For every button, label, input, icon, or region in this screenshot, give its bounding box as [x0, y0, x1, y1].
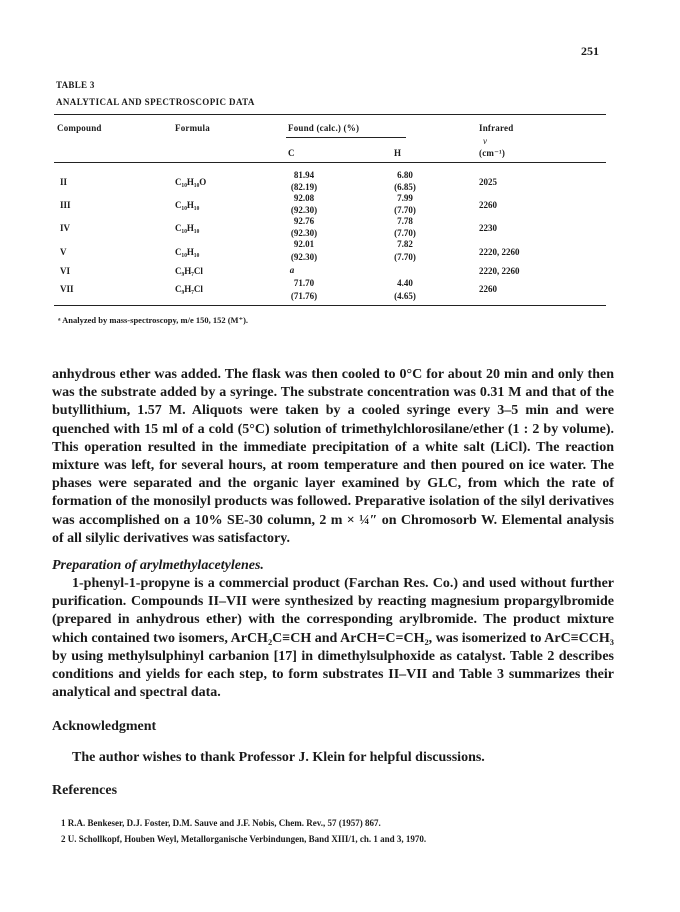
ir-cell: 2260: [479, 200, 497, 210]
c-calc-cell: (92.30): [290, 205, 318, 215]
ir-cell: 2230: [479, 223, 497, 233]
found-subrule: [286, 137, 406, 138]
compound-cell: VI: [60, 266, 71, 276]
table-header-rule: [54, 162, 606, 163]
compound-cell: VII: [60, 284, 74, 294]
formula-cell: C₉H₇Cl: [175, 284, 203, 294]
body-paragraph-text: anhydrous ether was added. The flask was then cooled to 0°C for about 20 min and only then was the substrate added by a syringe. The substrate concentration was 0.31 M and that of the butyllithium, 1.57 M. Aliquots were taken by a cooled syringe every 3–5 min and were quenched with 15 ml of a cold (5°C) solution of trimethylchlorosilane/ether (1 : 2 by volume). This operation resulted in the immediate precipitation of a white salt (LiCl). The reaction mixture was left, for several hours, at room temperature and then poured on ice water. The phases were separated and the organic layer examined by GLC, from which the rate of formation of the monosilyl products was followed. Preparative isolation of the silyl derivatives was accomplished on a 10% SE-30 column, 2 m × ¼″ on Chromosorb W. Elemental analysis of all silylic derivatives was satisfactory.: [52, 367, 614, 546]
header-h: H: [394, 148, 402, 158]
reference-item: 2 U. Schollkopf, Houben Weyl, Metallorganische Verbindungen, Band XIII/1, ch. 1 and 3, 1970.: [61, 834, 427, 844]
acknowledgment-text: The author wishes to thank Professor J. Klein for helpful discussions.: [72, 750, 485, 765]
table-footnote: ᵃ Analyzed by mass-spectroscopy, m/e 150, 152 (M⁺).: [58, 315, 249, 325]
header-c: C: [288, 148, 295, 158]
h-found-cell: 7.78: [397, 216, 413, 226]
preparation-text: 1-phenyl-1-propyne is a commercial product (Farchan Res. Co.) and used without further purification. Compounds II–VII were synthesized by reacting magnesium propargylbromide (prepared in anhydrous ether) with the corresponding arylbromide. The product mixture which contained two isomers, ArCH₂C≡CH and ArCH=C=CH₂, was isomerized to ArC≡CCH₃ by using methylsulphinyl carbanion [17] in dimethylsulphoxide as catalyst. Table 2 describes conditions and yields for each step, to form substrates II–VII and Table 3 summarizes their analytical and spectral data.: [52, 576, 614, 701]
h-calc-cell: (6.85): [394, 182, 416, 192]
c-found-cell: 81.94: [293, 170, 315, 180]
c-calc-cell: (92.30): [290, 252, 318, 262]
c-found-cell: 71.70: [293, 278, 315, 288]
h-found-cell: 7.82: [397, 239, 413, 249]
formula-cell: C₁₀H₁₀: [175, 247, 200, 257]
references-heading: References: [52, 783, 118, 798]
formula-cell: C₁₀H₁₀: [175, 223, 200, 233]
h-found-cell: 6.80: [397, 170, 413, 180]
compound-cell: III: [60, 200, 71, 210]
ir-cell: 2220, 2260: [479, 247, 520, 257]
c-found-cell: 92.76: [293, 216, 315, 226]
c-found-cell: a: [289, 265, 295, 275]
h-calc-cell: (7.70): [394, 228, 416, 238]
header-unit: (cm⁻¹): [479, 148, 506, 158]
header-nu: ν: [483, 136, 488, 146]
formula-cell: C₁₀H₁₀: [175, 200, 200, 210]
compound-cell: II: [60, 177, 68, 187]
preparation-paragraph: [52, 575, 614, 702]
table-title: ANALYTICAL AND SPECTROSCOPIC DATA: [56, 97, 255, 107]
h-calc-cell: (4.65): [394, 291, 416, 301]
h-calc-cell: (7.70): [394, 252, 416, 262]
body-paragraph: [52, 366, 614, 548]
table-label: TABLE 3: [56, 80, 95, 90]
table-bottom-rule: [54, 305, 606, 306]
c-calc-cell: (92.30): [290, 228, 318, 238]
h-found-cell: 7.99: [397, 193, 413, 203]
formula-cell: C₉H₇Cl: [175, 266, 203, 276]
acknowledgment-heading: Acknowledgment: [52, 719, 157, 734]
reference-item: 1 R.A. Benkeser, D.J. Foster, D.M. Sauve and J.F. Nobis, Chem. Rev., 57 (1957) 867.: [61, 818, 381, 828]
ir-cell: 2260: [479, 284, 497, 294]
h-found-cell: 4.40: [397, 278, 413, 288]
c-found-cell: 92.08: [293, 193, 315, 203]
table-top-rule: [54, 114, 606, 115]
compound-cell: IV: [60, 223, 71, 233]
subsection-title: Preparation of arylmethylacetylenes.: [52, 558, 264, 573]
header-infrared: Infrared: [479, 123, 514, 133]
c-calc-cell: (82.19): [290, 182, 318, 192]
c-calc-cell: (71.76): [290, 291, 318, 301]
header-formula: Formula: [175, 123, 210, 133]
page-number: 251: [581, 44, 599, 58]
c-found-cell: 92.01: [293, 239, 315, 249]
ir-cell: 2220, 2260: [479, 266, 520, 276]
header-compound: Compound: [57, 123, 102, 133]
ir-cell: 2025: [479, 177, 497, 187]
h-calc-cell: (7.70): [394, 205, 416, 215]
header-found: Found (calc.) (%): [288, 123, 360, 133]
compound-cell: V: [60, 247, 67, 257]
formula-cell: C₁₀H₁₀O: [175, 177, 207, 187]
